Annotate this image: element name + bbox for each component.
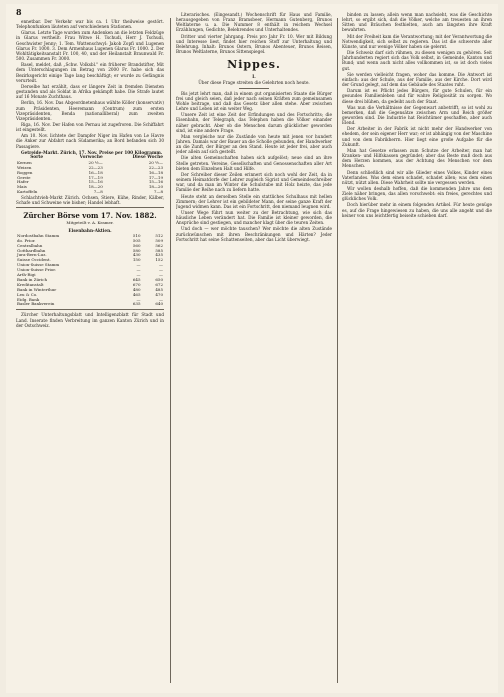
- table-row: Weizen 22—23 22—23: [17, 164, 163, 170]
- paragraph: Mit der Freiheit kam die Verantwortung; mit der Verantwortung die Notwendigkeit, sich selbst zu regieren. Das ist die schwerste aller Künste, und nur wenige Völker haben sie gelernt.: [342, 33, 492, 49]
- article-section-number: I.: [252, 74, 256, 80]
- paragraph: Der Arbeiter in der Fabrik ist nicht mehr der Handwerker von ehedem, der sein eigener Herr war; er ist abhängig von der Maschine und von dem Fabrikherrn. Hier liegt eine große Aufgabe für die Zukunft.: [342, 126, 492, 147]
- price-cell: 512: [155, 232, 163, 238]
- market-heading: Getreide-Markt. Zürich, 17. Nov. Preise per 100 Kilogramm.: [21, 149, 163, 155]
- paragraph: Was nun die Verhältnisse der Gegenwart anbetrifft, so ist wohl zu bemerken, daß die Gegensätze zwischen Arm und Reich größer geworden sind. Die Industrie hat Reichtümer geschaffen, aber auch Elend.: [342, 104, 492, 126]
- paragraph: Zürcher Unterhaltungsblatt und Intelligenzblatt für Stadt und Land. Inserate finden Verbreitung im ganzen Kanton Zürich und in der Ostschweiz.: [16, 312, 164, 328]
- security-name: Gotthardbahn: [17, 247, 46, 253]
- price-cell: —: [136, 262, 141, 268]
- paragraph: Dritter und vierter Jahrgang. Preis pro Jahr Fr. 10. Wer mit Bildung und Interesse liest, findet hier reichen Stoff zur Unterhaltung und Belehrung. Inhalt: Brunos Ostern, Brunos Abenteuer, Brunos Reisen, Brunos Weltlaterne, Brunos Sittenspiegel.: [176, 33, 332, 55]
- paragraph: Die Schweiz darf sich rühmen, zu diesen wenigen zu gehören. Seit Jahrhunderten regiert sich das Volk selbst, in Gemeinde, Kanton und Bund; und wenn auch nicht alles vollkommen ist, so ist doch vieles gut.: [342, 50, 492, 71]
- paragraph: Doch hierüber mehr in einem folgenden Artikel. Für heute genüge es, auf die Frage hingewiesen zu haben, die uns alle angeht und die keiner von uns leichtfertig beiseite schieben darf.: [342, 202, 492, 218]
- paragraph: Unser Wege führt nun weiter zu der Betrachtung, wie sich das häusliche Leben verändert hat. Die Familie ist kleiner geworden, die Ansprüche sind gestiegen, und mancher klagt über die teuren Zeiten.: [176, 210, 332, 226]
- column-left: [16, 12, 164, 687]
- table-row: Roggen 16—18 16—18: [17, 169, 163, 175]
- security-name: Union-Suisse Prior.: [17, 267, 56, 273]
- price-cell: 562: [155, 242, 163, 248]
- price-cell: 152: [155, 257, 163, 263]
- price-cell: —: [159, 262, 163, 268]
- paragraph: binden zu lassen; allein wenn man nachsieht, was die Geschichte lehrt, so ergibt sich, daß die Völker, welche am treuesten an ihren Sitten und Bräuchen festhielten, auch am längsten ihre Kraft bewahrten.: [342, 12, 492, 33]
- price-cell: 150: [132, 257, 141, 263]
- paragraph: Denn schließlich sind wir alle Glieder eines Volkes, Kinder eines Vaterlandes. Was dem einen schadet, schadet allen; was dem einen nützt, nützt allen. Diese Wahrheit sollte nie vergessen werden.: [342, 169, 492, 185]
- divider: [16, 207, 164, 208]
- paragraph: Die alten Gemeinschaften haben sich aufgelöst; neue sind an ihre Stelle getreten. Vereine, Gesellschaften und Genossenschaften aller Art bieten dem Einzelnen Halt und Hilfe.: [176, 155, 332, 171]
- price-cell: —: [136, 296, 141, 302]
- price-cell: 465: [132, 291, 141, 297]
- paragraph: Glarus. Letzte Tage wurden zum Andenken an die letzten Feldzüge in Glarus vertheilt: Frau Witwe H. Tschudi, Herr J. Tschudi, Geschwister Jenny; 1. Tem. Wattenschwyl: Jakob Zopfi und Lugenen Glarus Fr. 1000. 3. Dem Armenhaus Lugenen Glarus Fr. 1000. 2. Der Wohltätigkeitsanstalt Fr. 100, 40, und der Heilanstalt Braunwald Fr. 500. Zusammen Fr. 3000.: [16, 30, 164, 62]
- paragraph: Man hat Gesetze erlassen zum Schutze der Arbeiter, man hat Kranken- und Hilfskassen gegründet; aber das Beste muß doch aus dem Herzen kommen, aus der Achtung des Menschen vor dem Menschen.: [342, 147, 492, 169]
- paragraph: Sie werden vielleicht fragen, woher das komme. Die Antwort ist einfach: aus der Schule, aus der Familie, aus der Kirche. Dort wird der Grund gelegt, auf dem das Gebäude des Staates ruht.: [342, 71, 492, 88]
- price-cell: —: [159, 296, 163, 302]
- paragraph: Und doch — wer möchte tauschen? Wer möchte die alten Zustände zurückwünschen mit ihren Beschränkungen und Härten? Jeder Fortschritt hat seine Schattenseiten, aber das Licht überwiegt.: [176, 226, 332, 242]
- price-cell: —: [136, 272, 141, 278]
- grain-price-table: [16, 156, 164, 195]
- exchange-section-heading: Eisenbahn-Aktien.: [68, 227, 112, 233]
- security-name: Jura-Bern-Luz.: [17, 252, 47, 258]
- table-header: Sorte: [30, 154, 44, 160]
- exchange-title: Zürcher Börse vom 17. Nov. 1882.: [23, 211, 157, 221]
- table-header: Vorwoche: [79, 154, 103, 160]
- security-name: do. Prior.: [17, 237, 36, 243]
- price-cell: 670: [132, 281, 141, 287]
- security-name: Union-Suisse Stamm: [17, 262, 60, 268]
- divider: [239, 88, 269, 89]
- paragraph: Unsere Zeit ist eine Zeit der Erfindungen und des Fortschritts; die Eisenbahn, der Telegraph, das Telephon haben die Völker einander näher gebracht. Aber ob die Menschen darum glücklicher geworden sind, ist eine andere Frage.: [176, 112, 332, 133]
- exchange-subtitle: Mitgeteilt v. A. Kramer.: [66, 220, 114, 226]
- security-name: Nordostbahn Stamm: [17, 232, 60, 238]
- exchange-table: [16, 234, 164, 308]
- security-name: Leu & Co.: [17, 291, 38, 297]
- price-cell: —: [136, 267, 141, 273]
- article-subtitle: Über diese Frage streiten die Gelehrten noch heute.: [198, 80, 310, 86]
- price-cell: 480: [132, 286, 141, 292]
- column-divider: [170, 18, 171, 683]
- table-row: Kartoffeln 7—8 7—8: [17, 189, 163, 195]
- price-cell: 650: [155, 276, 163, 282]
- price-cell: 505: [132, 237, 141, 243]
- price-cell: —: [159, 272, 163, 278]
- security-name: Suisse Occident.: [17, 257, 51, 263]
- column-divider: [337, 18, 338, 683]
- paragraph: Derselbe hat erzählt, dass er längere Zeit in fremden Diensten gestanden und als Soldat in Afrika gekämpft habe. Die Strafe lautet auf 16 Monate Zuchthaus.: [16, 83, 164, 100]
- paragraph: Bis jetzt lehrt man, daß in einem gut organisierten Staate die Bürger frei und gleich seien, daß jeder nach seinen Kräften zum gemeinsamen Wohle beitrage, und daß das Gesetz über allen stehe. Aber zwischen Lehre und Leben ist ein weiter Weg.: [176, 90, 332, 112]
- price-cell: 485: [155, 286, 163, 292]
- paragraph: ennetbar. Der Verkehr war bis ca. 1 Uhr theilweise gestört. Telephonfunken läuteten auf verschiedenen Stationen.: [16, 19, 164, 30]
- price-cell: 510: [132, 232, 141, 238]
- price-cell: 470: [155, 291, 163, 297]
- price-cell: 435: [155, 252, 163, 258]
- divider: [16, 309, 164, 310]
- paragraph: Am 10. Nov. lichtete der Dampfer Niger im Hafen von Le Havre die Anker zur Abfahrt nach Südamerika; an Bord befanden sich 30 Passagiere.: [16, 133, 164, 149]
- price-cell: —: [159, 267, 163, 273]
- table-row: [16, 302, 164, 307]
- price-cell: 585: [155, 247, 163, 253]
- table-header: Diese Woche: [132, 154, 163, 160]
- security-name: Eidg. Bank: [17, 296, 40, 302]
- security-name: Basler Bankverein: [17, 301, 55, 307]
- security-name: Bank in Winterthur: [17, 286, 57, 292]
- table-row: Gerste 17—19 17—19: [17, 174, 163, 180]
- paragraph: Der Schreiber dieser Zeilen erinnert sich noch wohl der Zeit, da in seinem Heimatdorfe der Lehrer zugleich Sigrist und Gemeindeschreiber war, und da man im Winter die Schulstube mit Holz heizte, das jede Familie der Reihe nach zu liefern hatte.: [176, 171, 332, 193]
- price-cell: 640: [155, 301, 163, 307]
- column-right: [342, 12, 492, 687]
- page-number: 8: [16, 7, 22, 17]
- paragraph: Wir wollen deshalb hoffen, daß die kommenden Jahre uns dem Ziele näher bringen, das allen vorschwebt: ein freies, gerechtes und glückliches Volk.: [342, 186, 492, 202]
- security-name: Centralbahn: [17, 242, 43, 248]
- paragraph: Berlin, 16. Nov. Das Abgeordnetenhaus wählte Köller (konservativ) zum Präsidenten, Heeremann (Centrum) zum ersten Vizepräsidenten, Benda (nationalliberal) zum zweiten Vizepräsidenten.: [16, 100, 164, 121]
- security-name: Kreditanstalt: [17, 281, 44, 287]
- price-cell: 580: [132, 247, 141, 253]
- security-name: Arth-Rigi: [17, 272, 36, 278]
- paragraph: Schlachtvieh-Markt Zürich. Ochsen, Stiere, Kühe, Rinder, Kälber, Schafe und Schweine wie bisher; Handel lebhaft.: [16, 195, 164, 206]
- table-row: Hafer 15—16 15—16: [17, 179, 163, 185]
- security-name: Bank in Zürich: [17, 276, 48, 282]
- paragraph: Heute steht an derselben Stelle ein stattliches Schulhaus mit hellen Zimmern; der Lehrer ist ein gebildeter Mann, der seine ganze Kraft der Jugend widmen kann. Das ist ein Fortschritt, den niemand leugnen wird.: [176, 193, 332, 209]
- newspaper-page: [6, 4, 498, 693]
- paragraph: Basel, meldet, daß „Schw. Volksbl." ein früherer Brandstifter, Mit dem Unterschlagungen im Betrag von 2000 Fr. habe sich das Bezirksgericht einige Tage lang beschäftigt; er wurde zu Gefängnis verurteilt.: [16, 62, 164, 83]
- column-middle: [176, 12, 332, 687]
- article-heading: Nippes.: [227, 58, 281, 72]
- price-cell: 509: [155, 237, 163, 243]
- paragraph: Riga, 16. Nov. Der Hafen von Pernau ist zugefroren. Die Schiffahrt ist eingestellt.: [16, 121, 164, 133]
- table-row: Mais 18—20 18—20: [17, 184, 163, 190]
- paragraph: Darum ist es Pflicht jedes Bürgers, für gute Schulen, für ein gesundes Familienleben und für wahre Religiosität zu sorgen. Wo diese drei blühen, da gedeiht auch der Staat.: [342, 88, 492, 104]
- price-cell: 430: [132, 252, 141, 258]
- paragraph: Man vergleiche nur die Zustände von heute mit jenen vor hundert Jahren. Damals war der Bauer an die Scholle gebunden, der Handwerker an die Zunft, der Bürger an den Stand. Heute ist jeder frei, aber auch jeder allein auf sich gestellt.: [176, 133, 332, 155]
- price-cell: 645: [132, 276, 141, 282]
- table-row: Kernen 20 ½— 20 ½—: [17, 159, 163, 165]
- price-cell: 672: [155, 281, 163, 287]
- paragraph: Literarisches. (Eingesandt.) Wochenschrift für Haus und Familie, herausgegeben von Franz Bramsbeer, Hermann Gutenberg, Brunos Weltlaterne u. a. Die Nummer 8 enthält in reichem Wechsel Erzählungen, Gedichte, Belehrendes und Unterhaltendes.: [176, 12, 332, 33]
- price-cell: 560: [132, 242, 141, 248]
- price-cell: 635: [132, 301, 141, 307]
